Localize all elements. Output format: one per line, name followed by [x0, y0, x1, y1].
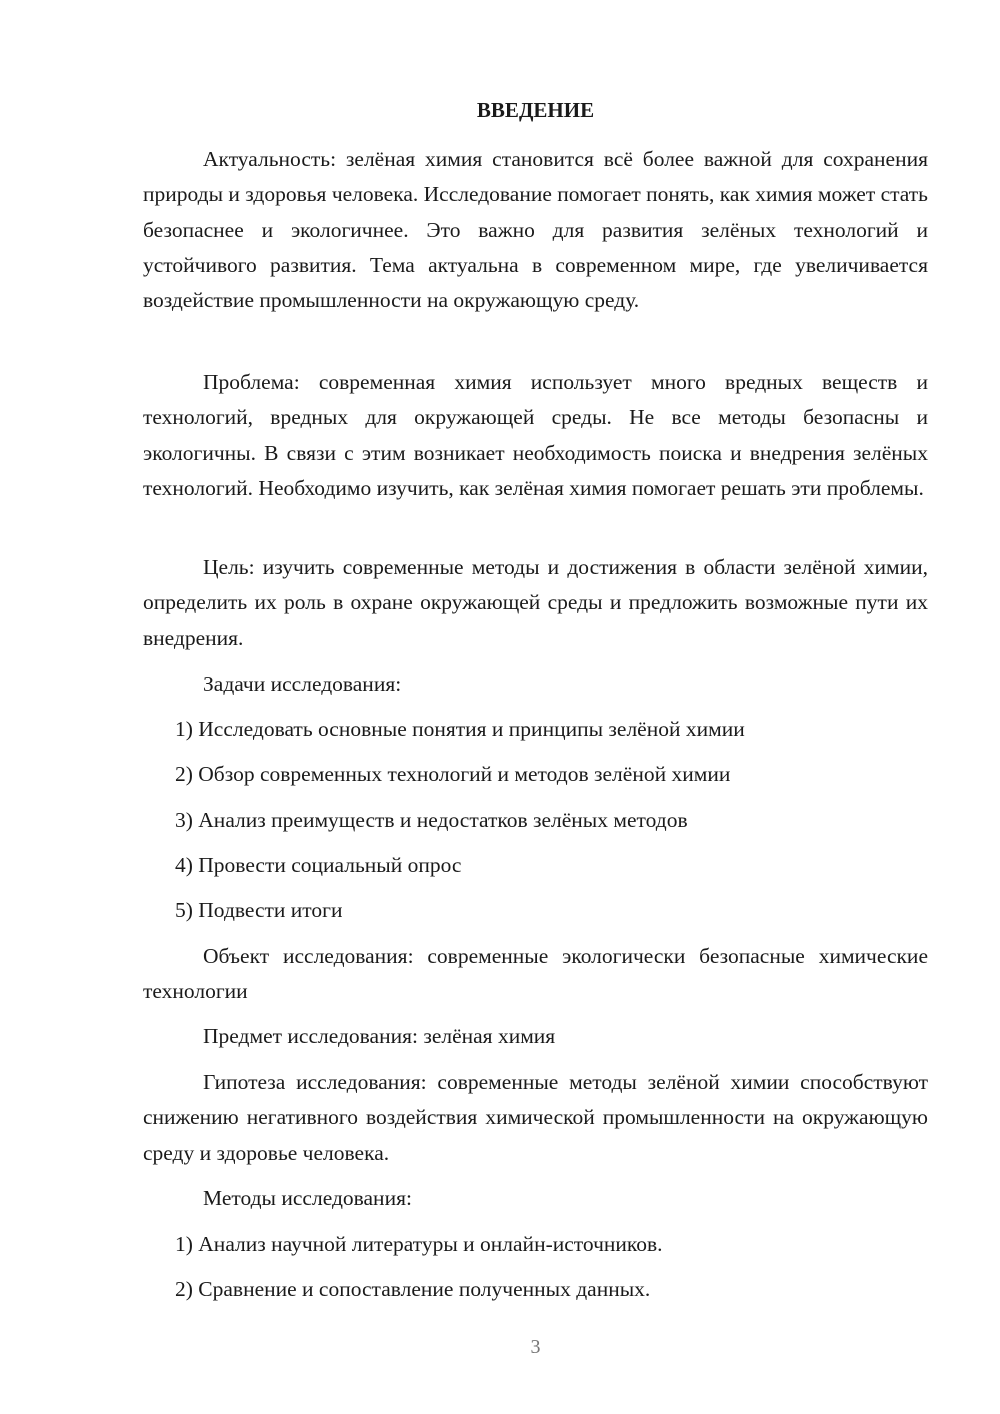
paragraph-tasks-heading: Задачи исследования: [203, 672, 402, 696]
paragraph-relevance: Актуальность: зелёная химия становится всё более важной для сохранения природы и здоровья человека. Исследование помогает понять, как химия может стать безопаснее и экологичнее. Это важно для развития зелёных технологий и устойчивого развития. Тема актуальна в современном мире, где увеличивается воздействие промышленности на окружающую среду. [143, 147, 928, 313]
task-list-item-5: 5) Подвести итоги [175, 898, 343, 922]
paragraph-subject: Предмет исследования: зелёная химия [203, 1024, 556, 1048]
paragraph-object: Объект исследования: современные экологически безопасные химические технологии [143, 944, 928, 1004]
paragraph-problem: Проблема: современная химия использует много вредных веществ и технологий, вредных для окружающей среды. Не все методы безопасны и экологичны. В связи с этим возникает необходимость поиска и внедрения зелёных технологий. Необходимо изучить, как зелёная химия помогает решать эти проблемы. [143, 370, 928, 500]
page-title: ВВЕДЕНИЕ [476, 98, 595, 122]
page-number: 3 [530, 1336, 541, 1358]
task-list-item-1: 1) Исследовать основные понятия и принципы зелёной химии [175, 717, 745, 741]
task-list-item-4: 4) Провести социальный опрос [175, 853, 462, 877]
paragraph-goal: Цель: изучить современные методы и достижения в области зелёной химии, определить их роль в охране окружающей среды и предложить возможные пути их внедрения. [143, 555, 928, 650]
task-list-item-2: 2) Обзор современных технологий и методов зелёной химии [175, 762, 731, 786]
task-list-item-3: 3) Анализ преимуществ и недостатков зелёных методов [175, 808, 688, 832]
paragraph-methods-heading: Методы исследования: [203, 1186, 412, 1210]
method-list-item-1: 1) Анализ научной литературы и онлайн-источников. [175, 1232, 663, 1256]
method-list-item-2: 2) Сравнение и сопоставление полученных данных. [175, 1277, 651, 1301]
paragraph-hypothesis: Гипотеза исследования: современные методы зелёной химии способствуют снижению негативного воздействия химической промышленности на окружающую среду и здоровье человека. [143, 1070, 928, 1165]
